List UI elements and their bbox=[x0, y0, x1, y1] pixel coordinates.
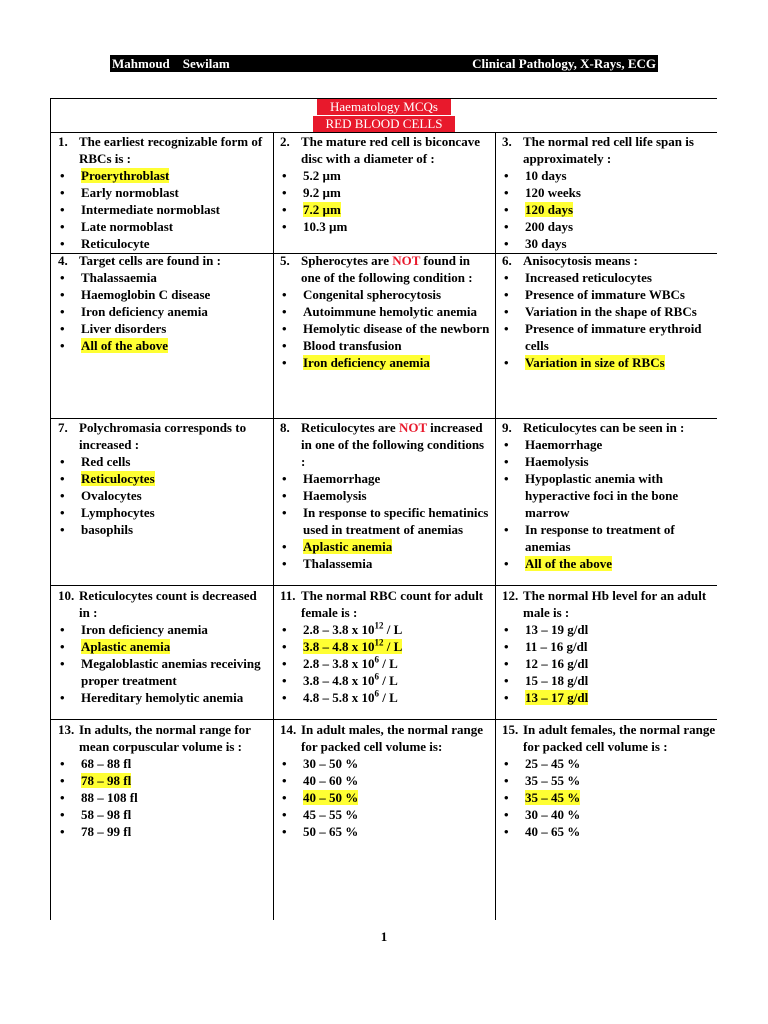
q5-option: • Blood transfusion bbox=[282, 338, 402, 353]
q12-option: • 11 – 16 g/dl bbox=[504, 639, 588, 654]
question-11: 11. The normal RBC count for adult female is : • 2.8 – 3.8 x $10^{12}$ / L • 3.8 – 4.8 x $10^{12}$ / L • 2.8 – 3.8 x $10^6$ / L • 3.8 – 4.8 x $10^6$ / L • 4.8 – 5.8 x $10^6$ / L bbox=[276, 587, 491, 706]
q1-option: • Late normoblast bbox=[60, 219, 174, 234]
question-9-text: Reticulocytes can be seen in : bbox=[523, 420, 685, 435]
q15-option: • 25 – 45 % bbox=[504, 756, 581, 771]
q1-option: • Intermediate normoblast bbox=[60, 202, 221, 217]
q5-option: • Congenital spherocytosis bbox=[282, 287, 442, 302]
q5-option: • Iron deficiency anemia bbox=[282, 355, 430, 370]
question-5: 5. Spherocytes are NOT found in one of the following condition : • Congenital spherocytosis • Autoimmune hemolytic anemia • Hemolytic disease of the newborn • Blood transfusion • Iron deficiency anemia bbox=[276, 252, 491, 371]
q1-option: • Early normoblast bbox=[60, 185, 179, 200]
q3-option: • 120 weeks bbox=[504, 185, 581, 200]
q15-option: • 35 – 45 % bbox=[504, 790, 581, 805]
q9-option: • In response to treatment of anemias bbox=[504, 522, 675, 554]
question-12-text: The normal Hb level for an adult male is : bbox=[523, 588, 707, 620]
question-15: 15. In adult females, the normal range for packed cell volume is : • 25 – 45 % • 35 – 55 % • 35 – 45 % • 30 – 40 % • 40 – 65 % bbox=[498, 721, 716, 840]
q15-option: • 35 – 55 % bbox=[504, 773, 581, 788]
q15-option: • 40 – 65 % bbox=[504, 824, 581, 839]
question-9: 9. Reticulocytes can be seen in : • Haemorrhage • Haemolysis • Hypoplastic anemia with hyperactive foci in the bone marrow • In response to treatment of anemias • All of the above bbox=[498, 419, 716, 572]
q13-option: • 78 – 99 fl bbox=[60, 824, 132, 839]
q8-option: • In response to specific hematinics used in treatment of anemias bbox=[282, 505, 489, 537]
course-title: Clinical Pathology, X-Rays, ECG bbox=[472, 56, 656, 71]
not-emphasis: NOT bbox=[392, 253, 421, 268]
q14-option: • 40 – 50 % bbox=[282, 790, 359, 805]
q6-option: • Variation in size of RBCs bbox=[504, 355, 665, 370]
q3-option: • 30 days bbox=[504, 236, 567, 251]
q7-option: • basophils bbox=[60, 522, 134, 537]
q5-option: • Hemolytic disease of the newborn bbox=[282, 321, 490, 336]
question-2-text: The mature red cell is biconcave disc with a diameter of : bbox=[301, 134, 480, 166]
question-4-text: Target cells are found in : bbox=[79, 253, 221, 268]
q13-option: • 58 – 98 fl bbox=[60, 807, 132, 822]
q6-option: • Increased reticulocytes bbox=[504, 270, 652, 285]
q6-option: • Presence of immature erythroid cells bbox=[504, 321, 702, 353]
q13-option: • 88 – 108 fl bbox=[60, 790, 138, 805]
q11-option: • 3.8 – 4.8 x $10^6$ / L bbox=[282, 671, 398, 688]
question-14: 14. In adult males, the normal range for packed cell volume is: • 30 – 50 % • 40 – 60 % • 40 – 50 % • 45 – 55 % • 50 – 65 % bbox=[276, 721, 491, 840]
question-12: 12. The normal Hb level for an adult male is : • 13 – 19 g/dl • 11 – 16 g/dl • 12 – 16 g/dl • 15 – 18 g/dl • 13 – 17 g/dl bbox=[498, 587, 716, 706]
question-7: 7. Polychromasia corresponds to increased : • Red cells • Reticulocytes • Ovalocytes • Lymphocytes • basophils bbox=[54, 419, 269, 538]
author-name: Mahmoud Sewilam bbox=[112, 56, 230, 71]
table-title: Haematology MCQs bbox=[317, 99, 451, 115]
q9-option: • Hypoplastic anemia with hyperactive foci in the bone marrow bbox=[504, 471, 679, 520]
question-1: 1. The earliest recognizable form of RBCs is : • Proerythroblast • Early normoblast • Intermediate normoblast • Late normoblast • Reticulocyte bbox=[54, 133, 269, 252]
q12-option: • 13 – 17 g/dl bbox=[504, 690, 589, 705]
table-subtitle: RED BLOOD CELLS bbox=[313, 116, 455, 132]
q12-option: • 13 – 19 g/dl bbox=[504, 622, 589, 637]
q8-option: • Thalassemia bbox=[282, 556, 373, 571]
q3-option: • 120 days bbox=[504, 202, 574, 217]
question-13-text: In adults, the normal range for mean corpuscular volume is : bbox=[79, 722, 251, 754]
q1-option: • Reticulocyte bbox=[60, 236, 150, 251]
q11-option: • 3.8 – 4.8 x $10^{12}$ / L bbox=[282, 637, 403, 654]
q8-option: • Haemolysis bbox=[282, 488, 367, 503]
q7-option: • Lymphocytes bbox=[60, 505, 155, 520]
q7-option: • Red cells bbox=[60, 454, 131, 469]
not-emphasis: NOT bbox=[398, 420, 427, 435]
q10-option: • Hereditary hemolytic anemia bbox=[60, 690, 244, 705]
question-8: 8. Reticulocytes are NOT increased in one of the following conditions : • Haemorrhage • Haemolysis • In response to specific hematinics used in treatment of anemias • Aplastic anemia • Thalassemia bbox=[276, 419, 491, 572]
q4-option: • Thalassaemia bbox=[60, 270, 157, 285]
q8-option: • Aplastic anemia bbox=[282, 539, 393, 554]
q6-option: • Variation in the shape of RBCs bbox=[504, 304, 697, 319]
question-10: 10. Reticulocytes count is decreased in : • Iron deficiency anemia • Aplastic anemia • Megaloblastic anemias receiving proper treatment • Hereditary hemolytic anemia bbox=[54, 587, 269, 706]
q10-option: • Megaloblastic anemias receiving proper treatment bbox=[60, 656, 261, 688]
q13-option: • 78 – 98 fl bbox=[60, 773, 132, 788]
q1-option: • Proerythroblast bbox=[60, 168, 170, 183]
q5-option: • Autoimmune hemolytic anemia bbox=[282, 304, 478, 319]
q9-option: • Haemolysis bbox=[504, 454, 589, 469]
question-13: 13. In adults, the normal range for mean corpuscular volume is : • 68 – 88 fl • 78 – 98 fl • 88 – 108 fl • 58 – 98 fl • 78 – 99 fl bbox=[54, 721, 269, 840]
q4-option: • All of the above bbox=[60, 338, 169, 353]
page-number: 1 bbox=[380, 929, 388, 944]
question-3-text: The normal red cell life span is approximately : bbox=[523, 134, 694, 166]
question-6-text: Anisocytosis means : bbox=[523, 253, 638, 268]
q14-option: • 40 – 60 % bbox=[282, 773, 359, 788]
question-1-text: The earliest recognizable form of RBCs is : bbox=[79, 134, 263, 166]
q8-option: • Haemorrhage bbox=[282, 471, 381, 486]
q10-option: • Iron deficiency anemia bbox=[60, 622, 208, 637]
question-8-text: Reticulocytes are NOT increased in one of the following conditions : bbox=[301, 420, 485, 469]
q11-option: • 2.8 – 3.8 x $10^6$ / L bbox=[282, 654, 398, 671]
q13-option: • 68 – 88 fl bbox=[60, 756, 132, 771]
q3-option: • 200 days bbox=[504, 219, 574, 234]
question-2: 2. The mature red cell is biconcave disc with a diameter of : • 5.2 µm • 9.2 µm • 7.2 µm • 10.3 µm bbox=[276, 133, 491, 235]
question-11-text: The normal RBC count for adult female is : bbox=[301, 588, 484, 620]
q14-option: • 50 – 65 % bbox=[282, 824, 359, 839]
q9-option: • All of the above bbox=[504, 556, 613, 571]
question-7-text: Polychromasia corresponds to increased : bbox=[79, 420, 247, 452]
q7-option: • Ovalocytes bbox=[60, 488, 142, 503]
q12-option: • 12 – 16 g/dl bbox=[504, 656, 589, 671]
q6-option: • Presence of immature WBCs bbox=[504, 287, 685, 302]
question-10-text: Reticulocytes count is decreased in : bbox=[79, 588, 257, 620]
q14-option: • 30 – 50 % bbox=[282, 756, 359, 771]
question-6: 6. Anisocytosis means : • Increased reticulocytes • Presence of immature WBCs • Variation in the shape of RBCs • Presence of immature erythroid cells • Variation in size of RBCs bbox=[498, 252, 716, 371]
question-5-text: Spherocytes are NOT found in one of the following condition : bbox=[301, 253, 473, 285]
q15-option: • 30 – 40 % bbox=[504, 807, 581, 822]
q9-option: • Haemorrhage bbox=[504, 437, 603, 452]
page-header bbox=[110, 55, 658, 72]
q4-option: • Iron deficiency anemia bbox=[60, 304, 208, 319]
q2-option: • 9.2 µm bbox=[282, 185, 341, 200]
q3-option: • 10 days bbox=[504, 168, 567, 183]
q11-option: • 2.8 – 3.8 x $10^{12}$ / L bbox=[282, 620, 403, 637]
question-15-text: In adult females, the normal range for packed cell volume is : bbox=[523, 722, 716, 754]
q12-option: • 15 – 18 g/dl bbox=[504, 673, 589, 688]
q2-option: • 7.2 µm bbox=[282, 202, 341, 217]
q2-option: • 5.2 µm bbox=[282, 168, 341, 183]
q10-option: • Aplastic anemia bbox=[60, 639, 171, 654]
question-14-text: In adult males, the normal range for packed cell volume is: bbox=[301, 722, 483, 754]
q7-option: • Reticulocytes bbox=[60, 471, 155, 486]
q2-option: • 10.3 µm bbox=[282, 219, 348, 234]
question-3: 3. The normal red cell life span is approximately : • 10 days • 120 weeks • 120 days • 200 days • 30 days bbox=[498, 133, 716, 252]
q4-option: • Liver disorders bbox=[60, 321, 167, 336]
q4-option: • Haemoglobin C disease bbox=[60, 287, 211, 302]
q11-option: • 4.8 – 5.8 x $10^6$ / L bbox=[282, 688, 398, 705]
q14-option: • 45 – 55 % bbox=[282, 807, 359, 822]
question-4: 4. Target cells are found in : • Thalassaemia • Haemoglobin C disease • Iron deficiency anemia • Liver disorders • All of the above bbox=[54, 252, 269, 354]
